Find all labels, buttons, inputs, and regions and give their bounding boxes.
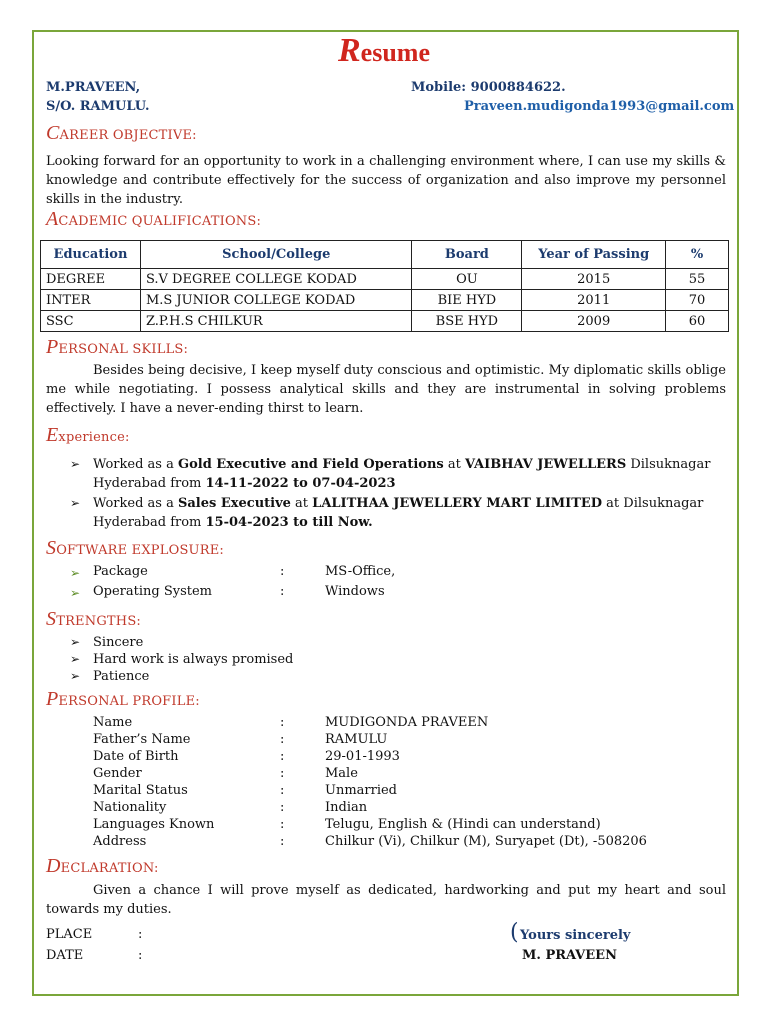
table-cell: S.V DEGREE COLLEGE KODAD xyxy=(140,269,412,290)
experience-item: Worked as a Gold Executive and Field Operations at VAIBHAV JEWELLERS Dilsuknagar xyxy=(93,457,711,472)
son-of: S/O. RAMULU. xyxy=(46,99,150,114)
colon: : xyxy=(138,927,143,942)
experience-heading: Experience: xyxy=(46,424,130,446)
profile-value: Indian xyxy=(325,800,368,815)
mobile: Mobile: 9000884622. xyxy=(411,80,566,95)
colon: : xyxy=(280,564,285,579)
profile-value: MUDIGONDA PRAVEEN xyxy=(325,715,489,730)
profile-label: Name xyxy=(93,715,133,730)
open-paren: ( xyxy=(510,920,519,945)
place-label: PLACE xyxy=(46,927,93,942)
table-cell: BIE HYD xyxy=(412,290,522,311)
strength-item: Sincere xyxy=(93,635,144,650)
arrow-bullet-icon: ➢ xyxy=(70,566,81,580)
arrow-bullet-icon: ➢ xyxy=(70,635,81,649)
software-label: Operating System xyxy=(93,584,213,599)
profile-value: Unmarried xyxy=(325,783,398,798)
table-header-row xyxy=(41,241,729,269)
table-cell: 2011 xyxy=(522,290,666,311)
table-cell: DEGREE xyxy=(41,269,141,290)
resume-title: Resume xyxy=(337,32,430,69)
table-cell: OU xyxy=(412,269,522,290)
table-cell: M.S JUNIOR COLLEGE KODAD xyxy=(140,290,412,311)
colon: : xyxy=(280,834,285,849)
table-row xyxy=(41,290,729,311)
colon: : xyxy=(280,766,285,781)
signature-name: M. PRAVEEN xyxy=(522,948,617,963)
colon: : xyxy=(280,584,285,599)
arrow-bullet-icon: ➢ xyxy=(70,669,81,683)
profile-value: 29-01-1993 xyxy=(325,749,400,764)
experience-item-cont: Hyderabad from 14-11-2022 to 07-04-2023 xyxy=(93,476,396,491)
profile-label: Gender xyxy=(93,766,142,781)
strength-item: Patience xyxy=(93,669,150,684)
table-cell: 2009 xyxy=(522,311,666,332)
colon: : xyxy=(280,749,285,764)
personal-skills-text: Besides being decisive, I keep myself duty conscious and optimistic. My diplomatic skills oblige me while negotiating. I possess analytical skills and they are instrumental in solving problems effectively. I have a never-ending thirst to learn. xyxy=(46,363,726,416)
strengths-heading: STRENGTHS: xyxy=(46,608,142,630)
table-cell: 2015 xyxy=(522,269,666,290)
colon: : xyxy=(280,800,285,815)
profile-label: Languages Known xyxy=(93,817,215,832)
date-label: DATE xyxy=(46,948,84,963)
experience-item-cont: Hyderabad from 15-04-2023 to till Now. xyxy=(93,515,373,530)
profile-value: Telugu, English & (Hindi can understand) xyxy=(325,817,601,832)
table-header: School/College xyxy=(140,241,412,269)
table-cell: 55 xyxy=(666,269,729,290)
profile-value: Male xyxy=(325,766,358,781)
colon: : xyxy=(280,817,285,832)
academic-heading: ACADEMIC QUALIFICATIONS: xyxy=(46,208,262,230)
table-cell: BSE HYD xyxy=(412,311,522,332)
profile-value: Chilkur (Vi), Chilkur (M), Suryapet (Dt), -508206 xyxy=(325,834,647,849)
software-heading: SOFTWARE EXPLOSURE: xyxy=(46,537,224,559)
software-value: MS-Office, xyxy=(325,564,396,579)
yours-sincerely: Yours sincerely xyxy=(520,928,631,943)
software-label: Package xyxy=(93,564,148,579)
software-value: Windows xyxy=(325,584,385,599)
academic-table xyxy=(40,240,729,332)
experience-item: Worked as a Sales Executive at LALITHAA JEWELLERY MART LIMITED at Dilsuknagar xyxy=(93,496,704,511)
table-header: Year of Passing xyxy=(522,241,666,269)
colon: : xyxy=(280,783,285,798)
table-cell: INTER xyxy=(41,290,141,311)
career-objective-heading: CAREER OBJECTIVE: xyxy=(46,122,197,144)
declaration-heading: DECLARATION: xyxy=(46,855,159,877)
arrow-bullet-icon: ➢ xyxy=(70,457,81,471)
table-row xyxy=(41,269,729,290)
candidate-name: M.PRAVEEN, xyxy=(46,80,141,95)
profile-label: Address xyxy=(93,834,147,849)
table-header: Education xyxy=(41,241,141,269)
colon: : xyxy=(280,715,285,730)
table-cell: 70 xyxy=(666,290,729,311)
email-link[interactable]: Praveen.mudigonda1993@gmail.com xyxy=(464,99,735,114)
career-objective-text: Looking forward for an opportunity to work in a challenging environment where, I can use my skills & knowledge and contribute effectively for the success of organization and also improve my personnel skills in the industry. xyxy=(46,154,726,207)
table-cell: 60 xyxy=(666,311,729,332)
table-cell: Z.P.H.S CHILKUR xyxy=(140,311,412,332)
profile-label: Date of Birth xyxy=(93,749,179,764)
table-row xyxy=(41,311,729,332)
arrow-bullet-icon: ➢ xyxy=(70,496,81,510)
profile-value: RAMULU xyxy=(325,732,388,747)
profile-label: Father’s Name xyxy=(93,732,191,747)
colon: : xyxy=(138,948,143,963)
table-header: % xyxy=(666,241,729,269)
arrow-bullet-icon: ➢ xyxy=(70,586,81,600)
table-cell: SSC xyxy=(41,311,141,332)
colon: : xyxy=(280,732,285,747)
declaration-text: Given a chance I will prove myself as dedicated, hardworking and put my heart and soul towards my duties. xyxy=(46,883,726,917)
table-header: Board xyxy=(412,241,522,269)
personal-profile-heading: PERSONAL PROFILE: xyxy=(46,688,200,710)
personal-skills-heading: PERSONAL SKILLS: xyxy=(46,336,189,358)
profile-label: Nationality xyxy=(93,800,167,815)
profile-label: Marital Status xyxy=(93,783,188,798)
strength-item: Hard work is always promised xyxy=(93,652,294,667)
arrow-bullet-icon: ➢ xyxy=(70,652,81,666)
